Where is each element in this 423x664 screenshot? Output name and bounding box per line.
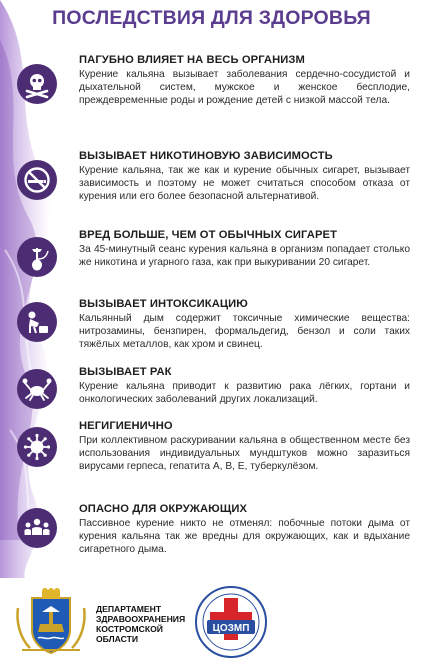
virus-icon (17, 427, 57, 467)
vomiting-person-icon (17, 302, 57, 342)
section-heading: ВЫЗЫВАЕТ РАК (79, 366, 172, 378)
section-more-harm (79, 228, 410, 269)
crab-cancer-icon (17, 369, 57, 409)
section-heading: НЕГИГИЕНИЧНО (79, 420, 173, 432)
seal-label: ЦОЗМП (212, 623, 250, 634)
section-text: За 45-минутный сеанс курения кальяна в организм попадает столько же никотина и угарного газа, как при выкуривании 20 сигарет. (79, 244, 410, 269)
section-text: Кальянный дым содержит токсичные химические вещества: нитрозамины, бензпирен, формальдегид, бензол и соли таких тяжёлых металлов, как хром и свинец. (79, 313, 410, 351)
department-name (96, 604, 206, 644)
section-unhygienic (79, 419, 410, 473)
section-heading: ВЫЗЫВАЕТ ИНТОКСИКАЦИЮ (79, 298, 248, 310)
section-heading: ВЫЗЫВАЕТ НИКОТИНОВУЮ ЗАВИСИМОСТЬ (79, 150, 333, 162)
section-heading: ВРЕД БОЛЬШЕ, ЧЕМ ОТ ОБЫЧНЫХ СИГАРЕТ (79, 229, 338, 241)
people-group-icon (17, 508, 57, 548)
section-text: Курение кальяна приводит к развитию рака лёгких, гортани и онкологических заболеваний других локализаций. (79, 381, 410, 406)
section-whole-body (79, 53, 410, 107)
section-intoxication (79, 297, 410, 351)
dept-line-3: КОСТРОМСКОЙ ОБЛАСТИ (96, 624, 163, 644)
dept-line-1: ДЕПАРТАМЕНТ (96, 604, 162, 614)
coat-of-arms-logo (12, 588, 90, 656)
page-title: ПОСЛЕДСТВИЯ ДЛЯ ЗДОРОВЬЯ (52, 7, 371, 29)
dept-line-2: ЗДРАВООХРАНЕНИЯ (96, 614, 186, 624)
section-cancer (79, 365, 410, 406)
section-heading: ПАГУБНО ВЛИЯЕТ НА ВЕСЬ ОРГАНИЗМ (79, 54, 305, 66)
section-text: Пассивное курение никто не отменял: побочные потоки дыма от курения кальяна так же вредны для окружающих, как и вдыхание сигаретного дыма. (79, 518, 410, 556)
skull-crossbones-icon (17, 64, 57, 104)
section-text: Курение кальяна, так же как и курение обычных сигарет, вызывает зависимость и поэтому не может считаться способом отказа от курения или его более безопасной альтернативой. (79, 165, 410, 203)
section-nicotine-addiction (79, 149, 410, 203)
hookah-icon (17, 237, 57, 277)
section-dangerous-for-others (79, 502, 410, 556)
section-heading: ОПАСНО ДЛЯ ОКРУЖАЮЩИХ (79, 503, 248, 515)
tsozmp-seal-logo (193, 584, 269, 660)
section-text: При коллективном раскуривании кальяна в общественном месте без использования индивидуальных мундштуков можно заразиться вирусами герпеса, гепатита A, B, E, туберкулёзом. (79, 435, 410, 473)
no-smoking-icon (17, 160, 57, 200)
section-text: Курение кальяна вызывает заболевания сердечно-сосудистой и дыхательной систем, мужское и женское бесплодие, преждевременные роды и рождение детей с низкой массой тела. (79, 69, 410, 107)
